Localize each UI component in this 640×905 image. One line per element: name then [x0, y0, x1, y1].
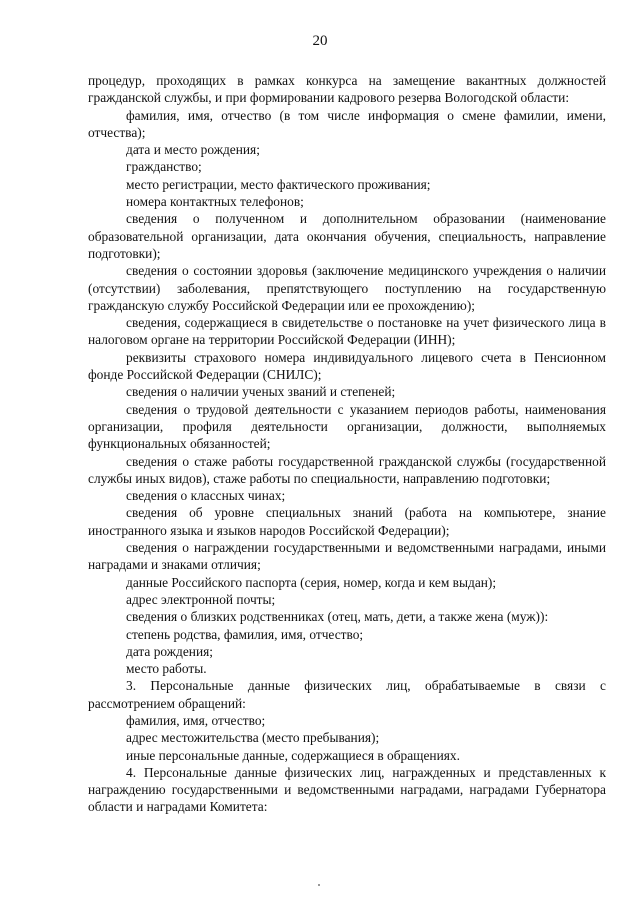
paragraph-appeals-other: иные персональные данные, содержащиеся в обращениях. — [126, 747, 460, 763]
paragraph-snils: реквизиты страхового номера индивидуального лицевого счета в Пенсионном фонде Российской Федерации (СНИЛС); — [88, 349, 606, 383]
document-body — [88, 72, 606, 816]
page-number: 20 — [312, 33, 328, 49]
paragraph-degrees: сведения о наличии ученых званий и степеней; — [126, 384, 396, 400]
paragraph-health: сведения о состоянии здоровья (заключение медицинского учреждения о наличии (отсутствии) заболевания, препятствующего поступлению на государственную гражданскую службу Российской Федерации или ее прохождению); — [88, 263, 606, 313]
paragraph-education: сведения о полученном и дополнительном образовании (наименование образовательной организации, дата окончания обучения, специальность, направление подготовки); — [88, 211, 606, 261]
paragraph-section-4: 4. Персональные данные физических лиц, награжденных и представленных к награждению государственными и ведомственными наградами, наградами Губернатора области и наградами Комитета: — [88, 764, 606, 815]
paragraph-passport: данные Российского паспорта (серия, номер, когда и кем выдан); — [126, 574, 497, 590]
paragraph-awards: сведения о награждении государственными и ведомственными наградами, иными наградами и знаками отличия; — [88, 540, 606, 573]
paragraph-special-knowledge: сведения об уровне специальных знаний (работа на компьютере, знание иностранного языка и языков народов Российской Федерации); — [88, 505, 606, 538]
scan-dot — [318, 884, 320, 886]
paragraph-employment: сведения о трудовой деятельности с указанием периодов работы, наименования организации, профиля деятельности организации, должности, выполняемых функциональных обязанностей; — [88, 401, 606, 452]
paragraph-citizenship: гражданство; — [126, 159, 202, 175]
paragraph-relatives-work: место работы. — [126, 661, 207, 677]
paragraph-relationship: степень родства, фамилия, имя, отчество; — [126, 626, 364, 642]
paragraph-birth: дата и место рождения; — [126, 142, 260, 158]
paragraph-relatives: сведения о близких родственниках (отец, мать, дети, а также жена (муж)): — [126, 609, 549, 625]
paragraph-section-3: 3. Персональные данные физических лиц, обрабатываемые в связи с рассмотрением обращений: — [88, 678, 606, 711]
paragraph-registration: место регистрации, место фактического проживания; — [126, 176, 431, 192]
paragraph-intro-continuation: процедур, проходящих в рамках конкурса на замещение вакантных должностей гражданской службы, и при формировании кадрового резерва Вологодской области: — [88, 73, 606, 106]
paragraph-service-length: сведения о стаже работы государственной гражданской службы (государственной службы иных видов), стаже работы по специальности, направлению подготовки; — [88, 453, 606, 486]
paragraph-appeals-fio: фамилия, имя, отчество; — [126, 712, 266, 728]
paragraph-relatives-birth: дата рождения; — [126, 643, 213, 659]
paragraph-inn: сведения, содержащиеся в свидетельстве о постановке на учет физического лица в налоговом органе на территории Российской Федерации (ИНН); — [88, 315, 606, 348]
paragraph-email: адрес электронной почты; — [126, 591, 276, 607]
paragraph-phones: номера контактных телефонов; — [126, 194, 304, 210]
paragraph-appeals-address: адрес местожительства (место пребывания); — [126, 730, 380, 746]
paragraph-class-ranks: сведения о классных чинах; — [126, 488, 286, 504]
paragraph-fio: фамилия, имя, отчество (в том числе информация о смене фамилии, имени, отчества); — [88, 107, 606, 140]
